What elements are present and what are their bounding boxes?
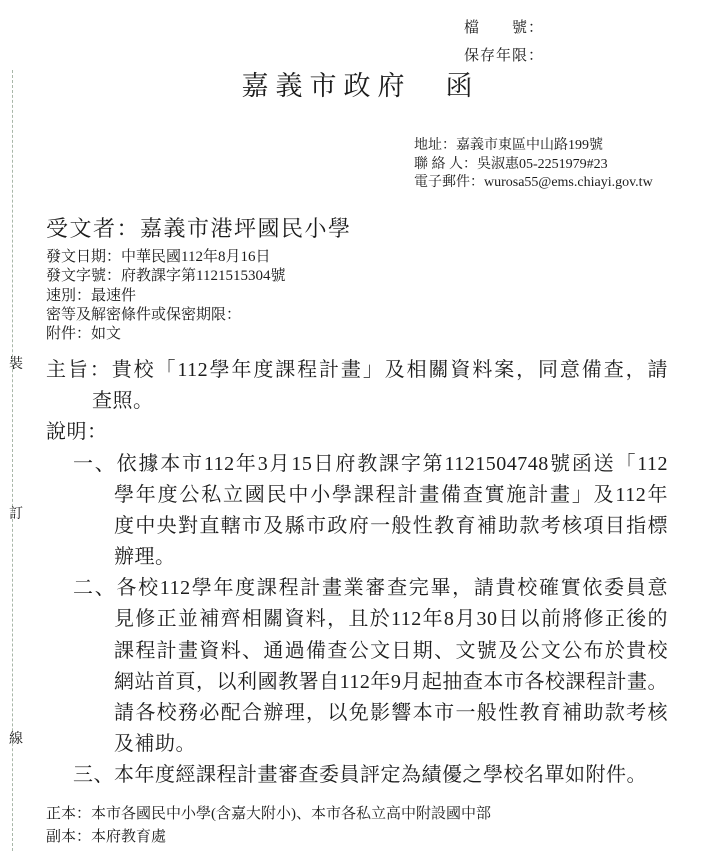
binding-mark-xian: 線 — [9, 732, 23, 747]
item-number: 二、 — [73, 577, 117, 600]
copy-to-secondary: 副本：本府教育處 — [46, 828, 167, 845]
address-line: 地址：嘉義市東區中山路199號 — [414, 138, 603, 153]
explanation-item-1 — [46, 449, 668, 574]
item-number: 一、 — [73, 452, 117, 475]
contact-person-line: 聯 絡 人：吳淑惠05-2251979#23 — [414, 156, 608, 172]
subject-text: 貴校「112學年度課程計畫」及相關資料案，同意備查，請 — [111, 358, 668, 381]
item-line — [73, 573, 668, 604]
subject-label: 主旨： — [46, 358, 112, 381]
item-text: 各校112學年度課程計畫業審查完畢，請貴校確實依委員意 — [116, 577, 668, 600]
item-number: 三、 — [73, 764, 114, 787]
item-line — [73, 449, 668, 480]
binding-mark-zhuang: 裝 — [9, 357, 23, 372]
item-line: 課程計畫資料、通過備查公文日期、文號及公文公布於貴校 — [114, 639, 668, 662]
contact-block — [414, 137, 653, 193]
explanation-heading: 說明： — [46, 421, 108, 444]
binding-mark-ding: 訂 — [9, 507, 23, 522]
subject-line — [46, 355, 668, 386]
meta-doc-number: 發文字號：府教課字第1121515304號 — [46, 268, 286, 285]
item-line: 及補助。 — [114, 733, 196, 756]
main-text — [46, 355, 668, 792]
meta-speed-class: 速別：最速件 — [46, 287, 137, 304]
item-line: 請各校務必配合辦理，以免影響本市一般性教育補助款考核 — [114, 702, 668, 725]
item-line: 網站首頁，以利國教署自112年9月起抽查本市各校課程計畫。 — [114, 670, 668, 693]
meta-issue-date: 發文日期：中華民國112年8月16日 — [46, 249, 271, 265]
subject-section — [46, 355, 668, 417]
document-title: 嘉義市政府 函 — [241, 71, 480, 101]
subject-line: 查照。 — [92, 390, 154, 413]
meta-attachment: 附件：如文 — [46, 326, 122, 343]
copy-to-block — [46, 803, 668, 849]
retention-period-label: 保存年限： — [464, 48, 545, 64]
file-number-block — [464, 14, 544, 70]
item-text: 依據本市112年3月15日府教課字第1121504748號函送「112 — [116, 452, 668, 475]
meta-block — [46, 248, 668, 344]
item-line: 見修正並補齊相關資料，且於112年8月30日以前將修正後的 — [114, 608, 668, 631]
explanation-item-2 — [46, 573, 668, 760]
recipient-line: 受文者：嘉義市港坪國民小學 — [46, 216, 352, 241]
item-text: 本年度經課程計畫審查委員評定為績優之學校名單如附件。 — [114, 764, 647, 787]
item-line: 學年度公私立國民中小學課程計畫備查實施計畫」及112年 — [114, 483, 668, 506]
item-line: 辦理。 — [114, 546, 176, 569]
item-line — [73, 760, 668, 791]
letter-body — [46, 216, 668, 849]
copy-to-primary: 正本：本市各國民中小學(含嘉大附小)、本市各私立高中附設國中部 — [46, 805, 491, 822]
meta-security-class: 密等及解密條件或保密期限： — [46, 306, 242, 323]
explanation-item-3 — [46, 760, 668, 791]
item-line: 度中央對直轄市及縣市政府一般性教育補助款考核項目指標 — [114, 514, 668, 537]
file-number-label: 檔 號： — [464, 20, 545, 36]
email-line: 電子郵件：wurosa55@ems.chiayi.gov.tw — [414, 175, 653, 190]
